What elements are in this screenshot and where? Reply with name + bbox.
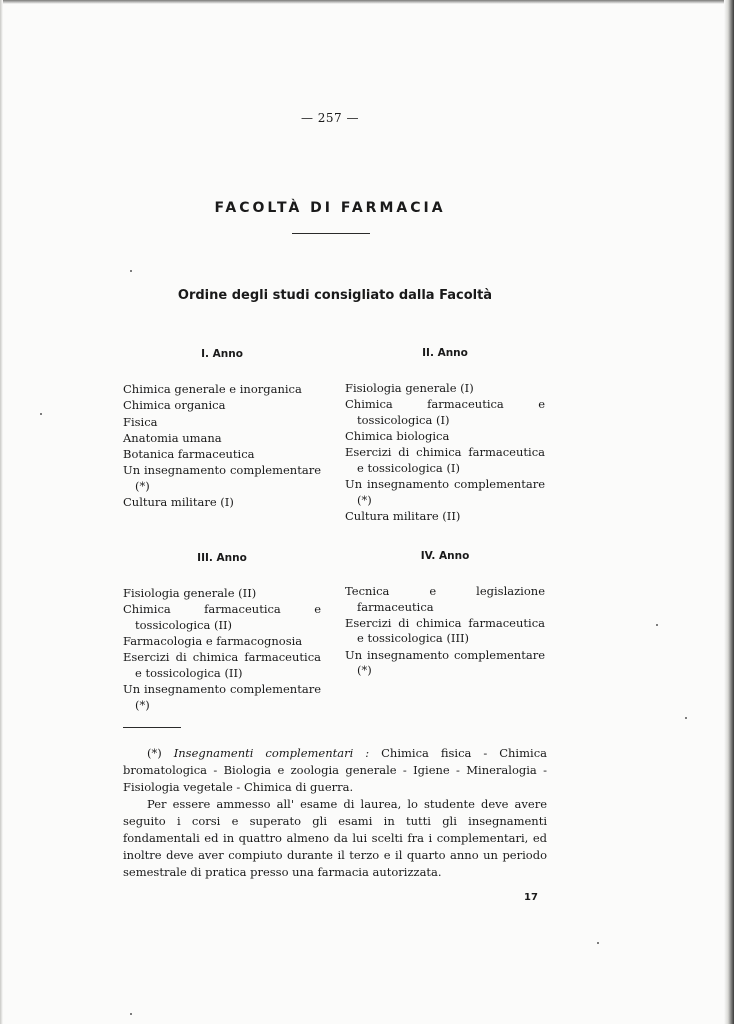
course-item: Chimica organica bbox=[123, 398, 226, 413]
course-item: Esercizi di chimica farmaceutica e tossicologica (I) bbox=[345, 445, 545, 475]
course-item: Chimica biologica bbox=[345, 429, 450, 444]
scan-speck bbox=[597, 942, 599, 944]
footnote-complementary bbox=[123, 745, 547, 796]
course-list bbox=[123, 586, 321, 713]
page-number: — 257 — bbox=[300, 111, 360, 125]
scan-speck bbox=[130, 270, 132, 272]
course-list bbox=[345, 584, 545, 679]
footnote-list: Chimica fisica - Chimica bromatologica - Biologia e zoologia generale - Igiene - Mineralogia - Fisiologia vegetale - Chimica di guerra. bbox=[123, 746, 547, 794]
footnote-rule-text: Per essere ammesso all' esame di laurea, lo studente deve avere seguito i corsi e superato gli esami in tutti gli insegnamenti fondamentali ed in quattro almeno da lui scelti fra i complementari, ed inoltre deve aver compiuto durante il terzo e il quarto anno un periodo semestrale di pratica presso una farmacia autorizzata. bbox=[123, 797, 547, 879]
course-item: Farmacologia e farmacognosia bbox=[123, 634, 303, 649]
course-item: Fisiologia generale (II) bbox=[123, 586, 257, 600]
course-item: Fisica bbox=[123, 414, 158, 429]
course-item: Cultura militare (II) bbox=[345, 508, 461, 523]
scan-speck bbox=[130, 1013, 132, 1015]
course-item: Un insegnamento complementare (*) bbox=[123, 463, 321, 493]
scan-edge-right bbox=[724, 0, 734, 1024]
course-item: Chimica farmaceutica e tossicologica (I) bbox=[345, 397, 545, 427]
course-item: Anatomia umana bbox=[123, 430, 222, 445]
year-block-4 bbox=[345, 550, 545, 679]
footnote bbox=[123, 745, 547, 881]
year-heading: I. Anno bbox=[201, 348, 243, 360]
course-item: Esercizi di chimica farmaceutica e tossicologica (III) bbox=[345, 615, 545, 646]
year-heading: II. Anno bbox=[422, 347, 468, 359]
footnote-divider bbox=[123, 727, 181, 728]
course-item: Esercizi di chimica farmaceutica e tossicologica (II) bbox=[123, 650, 321, 680]
course-item: Cultura militare (I) bbox=[123, 495, 234, 510]
course-list bbox=[345, 381, 545, 524]
course-list bbox=[123, 382, 321, 511]
year-heading: IV. Anno bbox=[420, 550, 470, 562]
study-plan-subtitle: Ordine degli studi consigliato dalla Facoltà bbox=[177, 288, 493, 303]
year-block-1 bbox=[123, 348, 321, 512]
faculty-title: FACOLTÀ DI FARMACIA bbox=[214, 200, 446, 216]
year-heading: III. Anno bbox=[197, 552, 247, 564]
course-item: Un insegnamento complementare (*) bbox=[345, 647, 545, 678]
year-block-3 bbox=[123, 552, 321, 714]
course-item: Chimica farmaceutica e tossicologica (II) bbox=[123, 602, 321, 632]
title-divider bbox=[292, 233, 370, 234]
footnote-term: Insegnamenti complementari : bbox=[173, 746, 370, 760]
scan-edge-left bbox=[0, 0, 3, 1024]
course-item: Un insegnamento complementare (*) bbox=[345, 477, 545, 507]
scan-speck bbox=[656, 624, 658, 626]
course-item: Un insegnamento complementare (*) bbox=[123, 682, 321, 712]
scan-speck bbox=[685, 717, 687, 719]
course-item: Chimica generale e inorganica bbox=[123, 382, 302, 396]
course-item: Fisiologia generale (I) bbox=[345, 381, 474, 395]
signature-mark: 17 bbox=[524, 892, 538, 903]
year-block-2 bbox=[345, 347, 545, 525]
course-item: Tecnica e legislazione farmaceutica bbox=[345, 584, 545, 614]
scan-speck bbox=[40, 413, 42, 415]
course-item: Botanica farmaceutica bbox=[123, 447, 255, 462]
scan-edge-top bbox=[0, 0, 734, 4]
footnote-marker: (*) bbox=[147, 746, 162, 760]
